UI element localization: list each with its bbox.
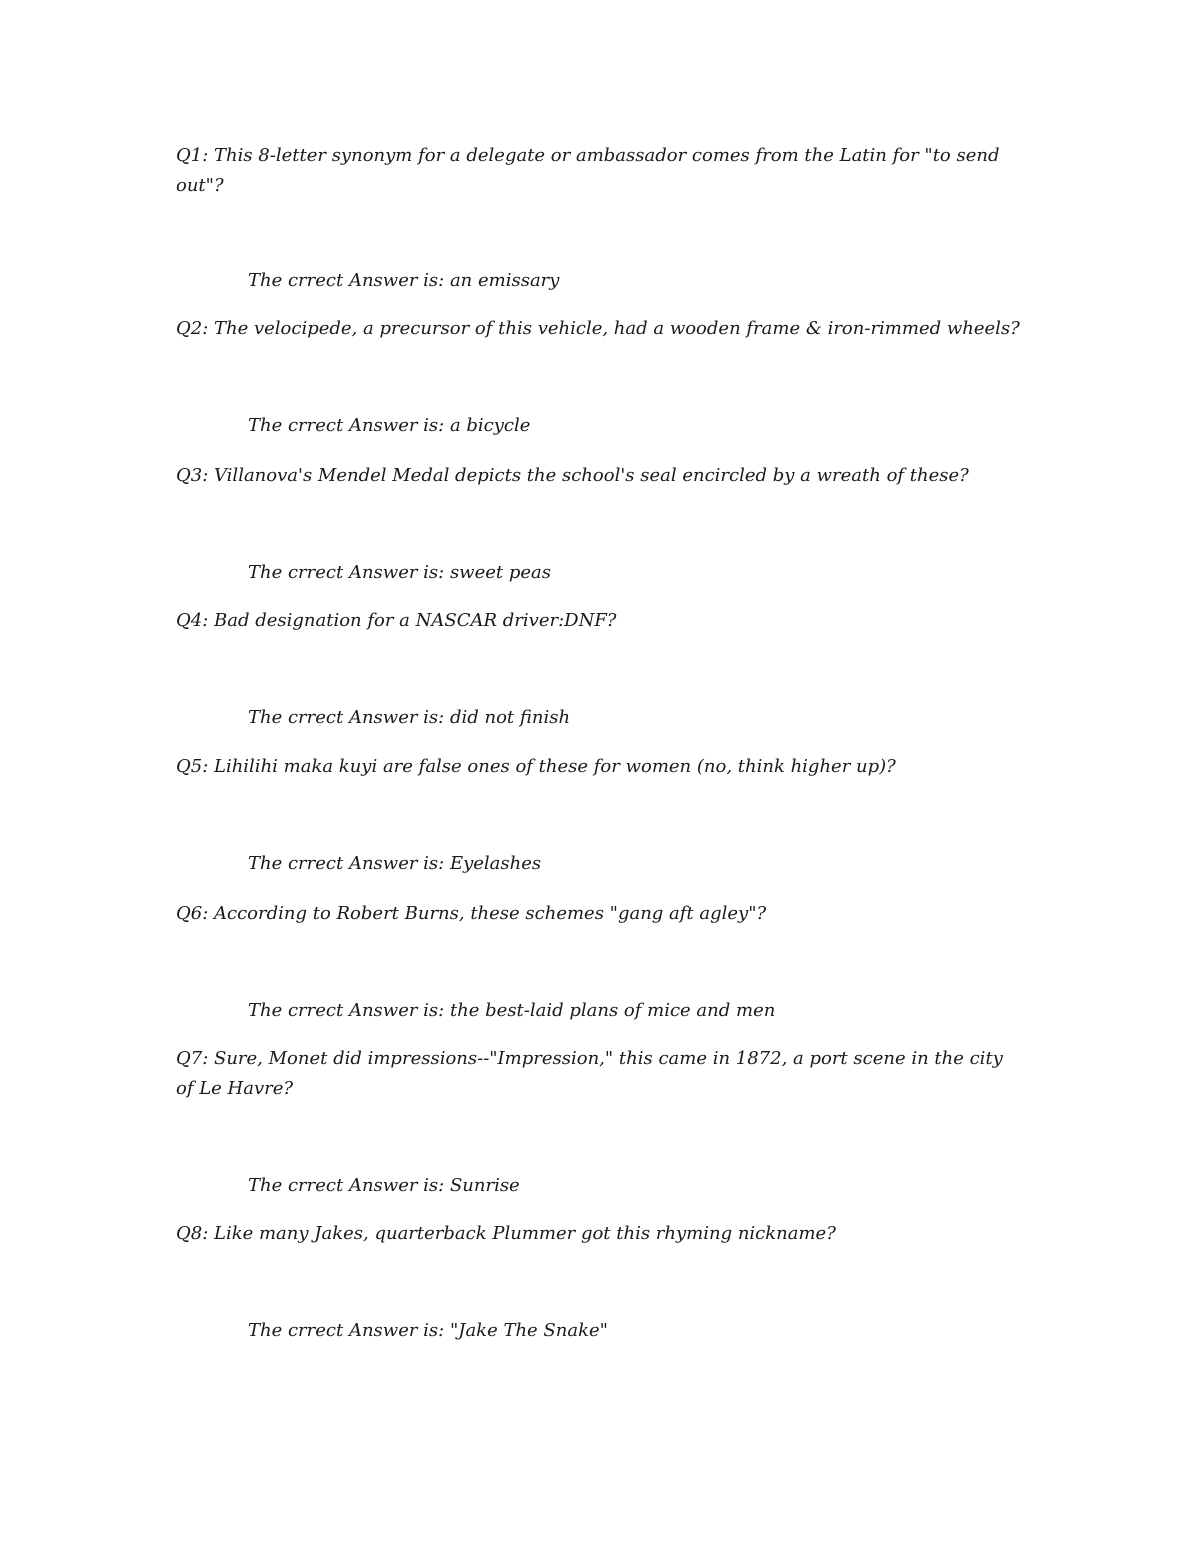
question-8: Q8: Like many Jakes, quarterback Plummer got this rhyming nickname? xyxy=(176,1223,836,1244)
answer-8: The crrect Answer is: "Jake The Snake" xyxy=(248,1320,608,1341)
question-4: Q4: Bad designation for a NASCAR driver:DNF? xyxy=(176,610,617,631)
question-5: Q5: Lihilihi maka kuyi are false ones of these for women (no, think higher up)? xyxy=(176,756,896,777)
answer-7: The crrect Answer is: Sunrise xyxy=(248,1175,520,1196)
question-3: Q3: Villanova's Mendel Medal depicts the school's seal encircled by a wreath of these? xyxy=(176,465,969,486)
answer-6: The crrect Answer is: the best-laid plans of mice and men xyxy=(248,1000,776,1021)
question-6: Q6: According to Robert Burns, these schemes "gang aft agley"? xyxy=(176,903,767,924)
answer-2: The crrect Answer is: a bicycle xyxy=(248,415,531,436)
answer-5: The crrect Answer is: Eyelashes xyxy=(248,853,542,874)
answer-1: The crrect Answer is: an emissary xyxy=(248,270,560,291)
question-2: Q2: The velocipede, a precursor of this vehicle, had a wooden frame & iron-rimmed wheels? xyxy=(176,318,1020,339)
answer-3: The crrect Answer is: sweet peas xyxy=(248,562,551,583)
question-1: Q1: This 8-letter synonym for a delegate or ambassador comes from the Latin for "to send out"? xyxy=(176,145,1000,196)
question-7: Q7: Sure, Monet did impressions--"Impression," this came in 1872, a port scene in the city of Le Havre? xyxy=(176,1048,1003,1099)
answer-4: The crrect Answer is: did not finish xyxy=(248,707,571,728)
